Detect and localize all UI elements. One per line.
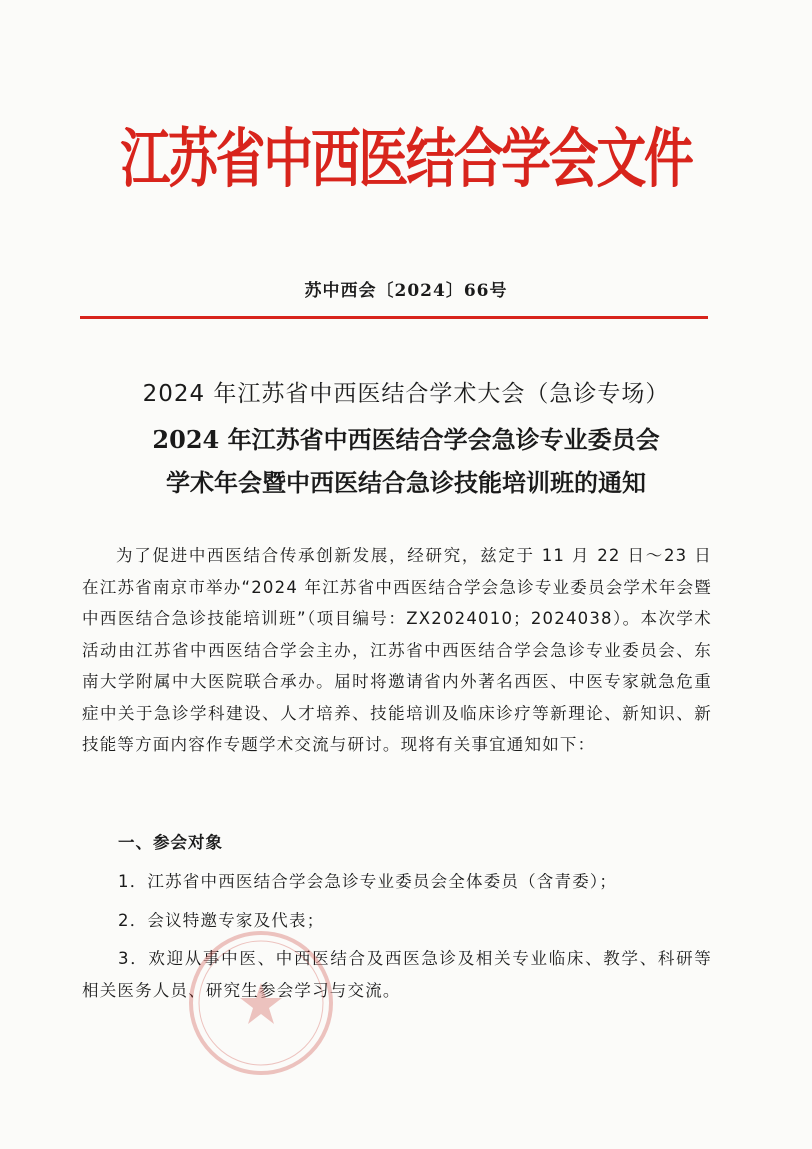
list-item: 1．江苏省中西医结合学会急诊专业委员会全体委员（含青委）； bbox=[118, 872, 618, 891]
attendee-list bbox=[82, 866, 712, 1013]
org-header-title: 江苏省中西医结合学会文件 bbox=[120, 122, 692, 197]
list-item: 2．会议特邀专家及代表； bbox=[118, 910, 325, 930]
seal-stamp-icon bbox=[186, 928, 336, 1078]
list-item: 3．欢迎从事中医、中西医结合及西医急诊及相关专业临床、教学、科研等相关医务人员、研究生参会学习与交流。 bbox=[82, 949, 712, 1000]
notice-title-line-3: 学术年会暨中西医结合急诊技能培训班的通知 bbox=[166, 468, 646, 497]
notice-title-line-1: 2024 年江苏省中西医结合学术大会（急诊专场） bbox=[142, 381, 670, 407]
header-divider bbox=[80, 316, 708, 319]
notice-title-line-2: 2024 年江苏省中西医结合学会急诊专业委员会 bbox=[152, 425, 660, 454]
section-heading-attendees: 一、参会对象 bbox=[118, 833, 223, 852]
intro-paragraph: 为了促进中西医结合传承创新发展，经研究，兹定于 11 月 22 日～23 日在江苏省南京市举办“2024 年江苏省中西医结合学会急诊专业委员会学术年会暨中西医结合急诊技能培训班”（项目编号：ZX2024010；2024038）。本次学术活动由江苏省中西医结合学会主办，江苏省中西医结合学会急诊专业委员会、东南大学附属中大医院联合承办。届时将邀请省内外著名西医、中医专家就急危重症中关于急诊学科建设、人才培养、技能培训及临床诊疗等新理论、新知识、新技能等方面内容作专题学术交流与研讨。现将有关事宜通知如下： bbox=[82, 546, 712, 754]
document-number: 苏中西会〔2024〕66号 bbox=[304, 281, 508, 301]
